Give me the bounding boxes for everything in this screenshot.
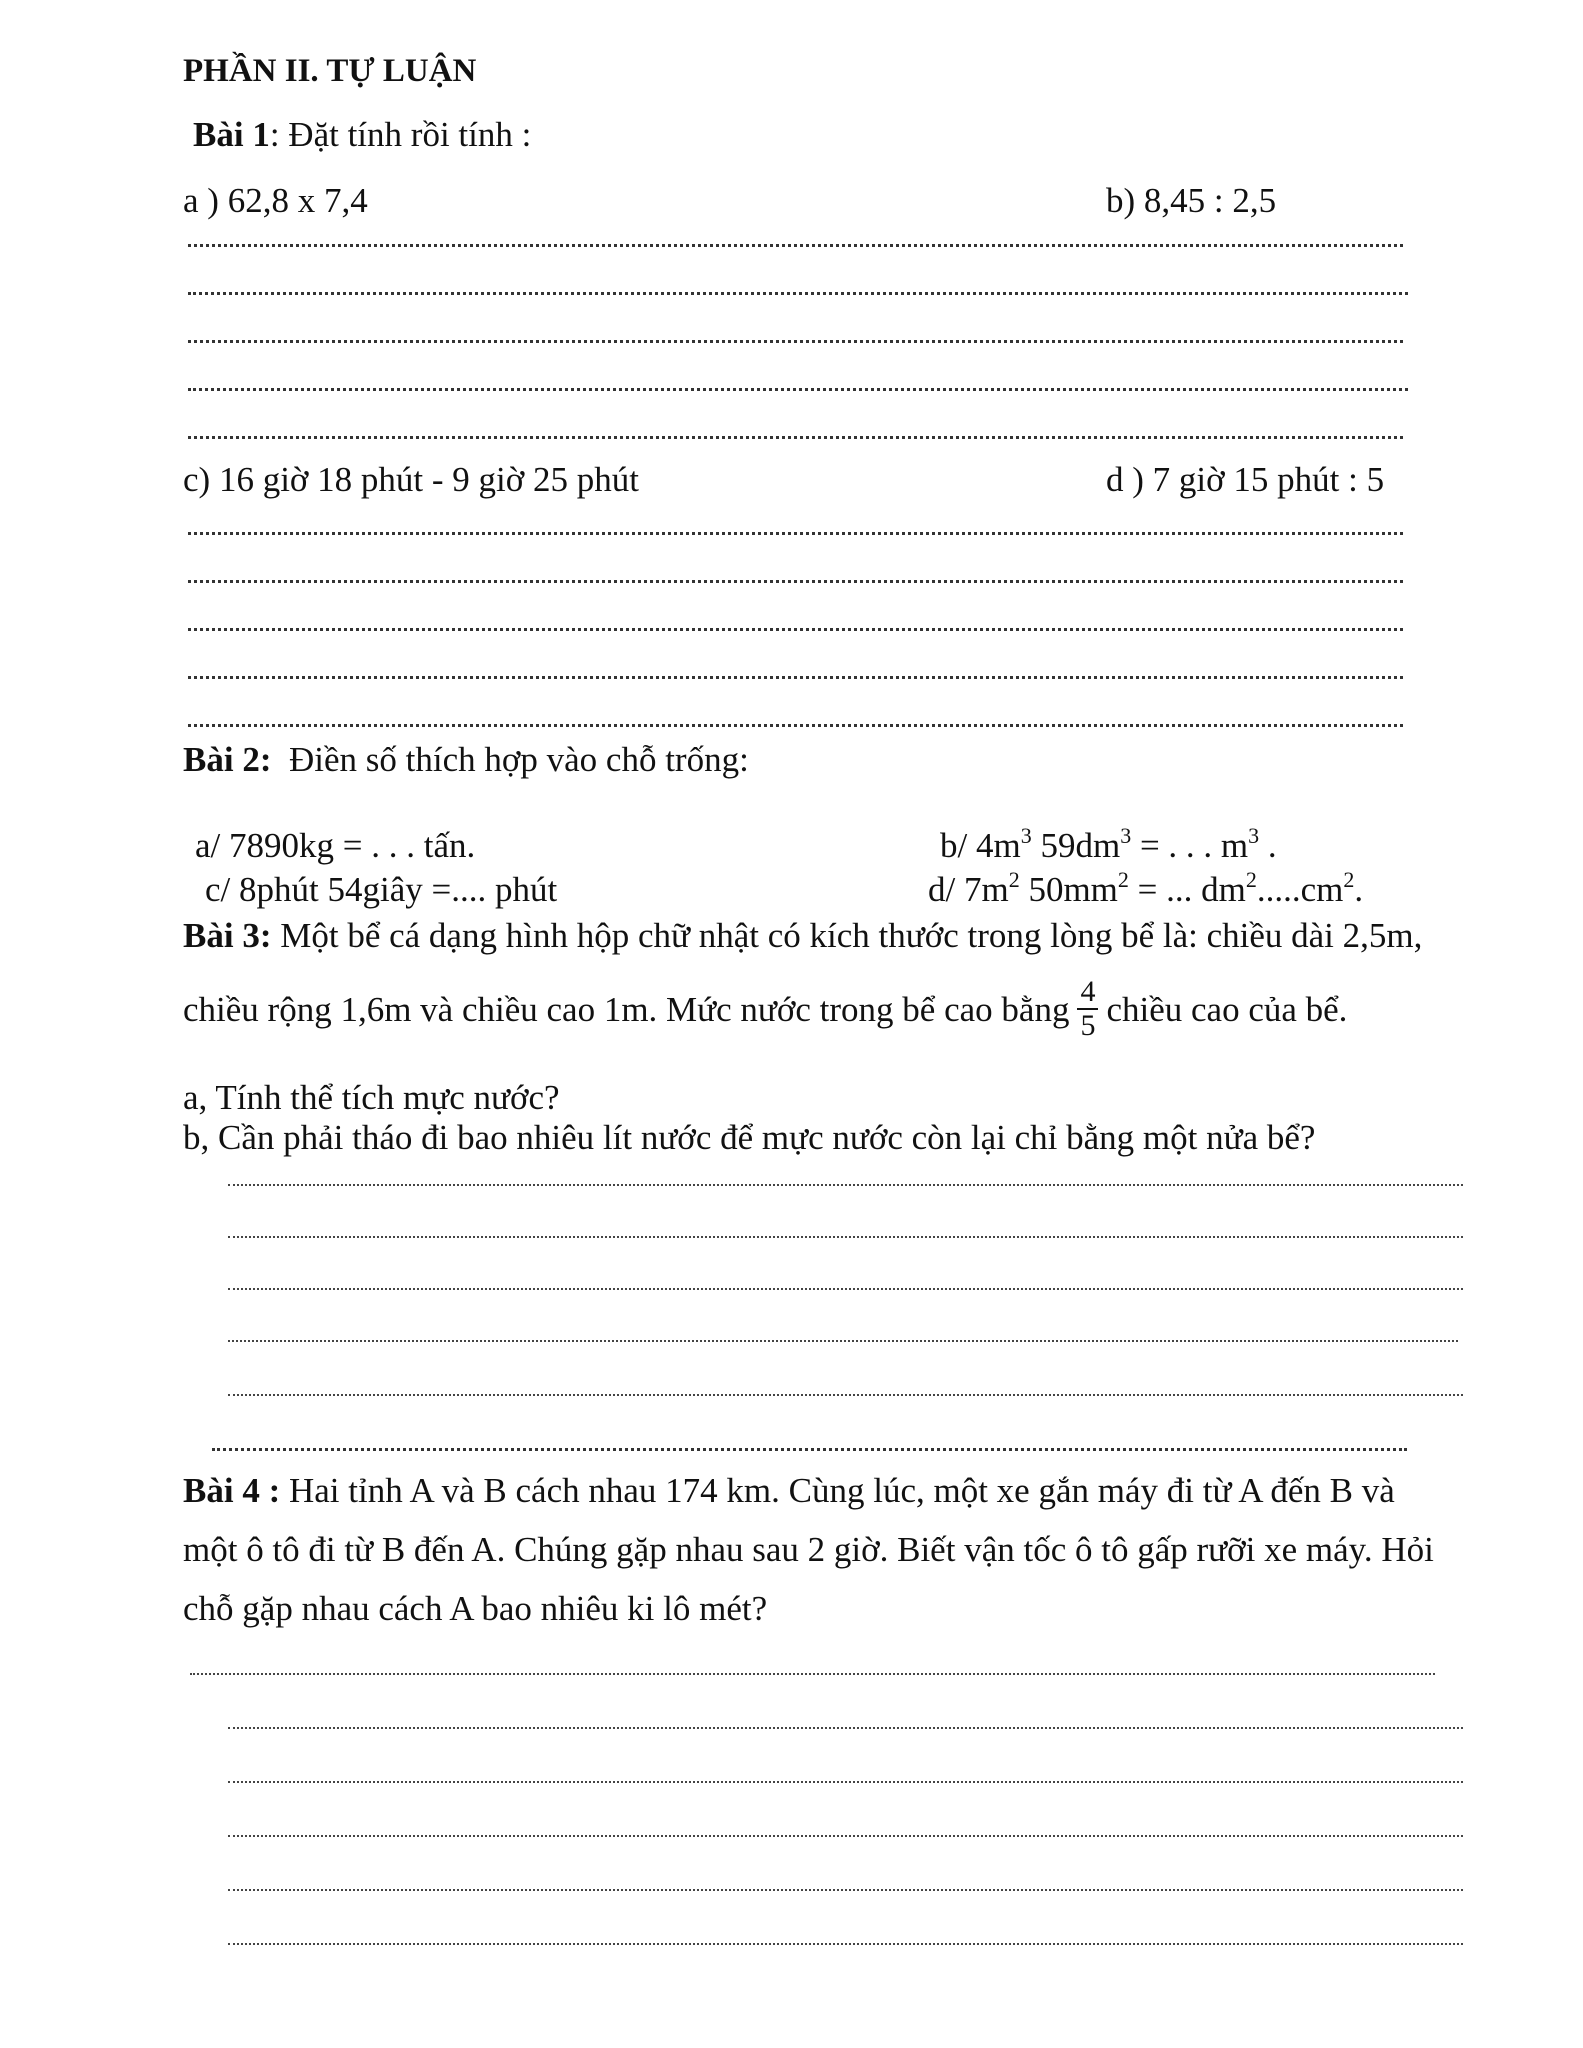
answer-line — [228, 1781, 1463, 1783]
bai1-item-b: b) 8,45 : 2,5 — [1106, 181, 1277, 220]
bai4-line2: một ô tô đi từ B đến A. Chúng gặp nhau sau 2 giờ. Biết vận tốc ô tô gấp rưỡi xe máy. Hỏi — [183, 1530, 1434, 1569]
answer-line — [188, 292, 1408, 295]
fraction: $\frac{4}{5}$ — [1077, 976, 1098, 1041]
answer-line — [212, 1448, 1407, 1451]
answer-line — [188, 340, 1403, 343]
bai1-prompt: : Đặt tính rồi tính : — [269, 115, 532, 154]
bai2-label: Bài 2: — [183, 740, 272, 779]
answer-line — [188, 532, 1403, 535]
bai3-line1: Bài 3: Một bể cá dạng hình hộp chữ nhật có kích thước trong lòng bể là: chiều dài 2,5m, — [183, 916, 1423, 955]
bai2-item-a: a/ 7890kg = . . . tấn. — [195, 826, 476, 865]
bai2-prompt: Điền số thích hợp vào chỗ trống: — [288, 740, 749, 779]
bai2-item-d: d/ $7m^2$ $50mm^2$ = ... $dm^2.....cm^2$. — [928, 867, 1364, 909]
bai2-item-c: c/ 8phút 54giây =.... phút — [205, 870, 558, 909]
bai2-heading — [183, 742, 749, 777]
answer-line — [228, 1184, 1463, 1186]
bai1-item-a: a ) 62,8 x 7,4 — [183, 181, 368, 220]
bai3-question-b: b, Cần phải tháo đi bao nhiêu lít nước để mực nước còn lại chỉ bằng một nửa bể? — [183, 1118, 1316, 1157]
bai4-line1: Bài 4 : Hai tỉnh A và B cách nhau 174 km. Cùng lúc, một xe gắn máy đi từ A đến B và — [183, 1471, 1395, 1510]
answer-line — [188, 628, 1403, 631]
answer-line — [228, 1236, 1463, 1238]
bai4-line3: chỗ gặp nhau cách A bao nhiêu ki lô mét? — [183, 1589, 768, 1628]
answer-line — [188, 388, 1408, 391]
bai1-label: Bài 1 — [193, 115, 270, 154]
answer-line — [228, 1943, 1463, 1945]
section-title: PHẦN II. TỰ LUẬN — [183, 53, 477, 89]
bai4-label: Bài 4 : — [183, 1471, 281, 1510]
answer-line — [188, 676, 1403, 679]
answer-line — [190, 1673, 1435, 1675]
answer-line — [188, 436, 1403, 439]
answer-line — [188, 244, 1403, 247]
answer-line — [188, 580, 1403, 583]
bai3-line2: chiều rộng 1,6m và chiều cao 1m. Mức nước trong bể cao bằng $\frac{4}{5}$ chiều cao của bể. — [183, 975, 1348, 1042]
answer-line — [228, 1889, 1463, 1891]
bai1-item-d: d ) 7 giờ 15 phút : 5 — [1106, 460, 1385, 499]
bai3-label: Bài 3: — [183, 916, 272, 955]
answer-line — [228, 1727, 1463, 1729]
answer-line — [228, 1288, 1463, 1290]
bai3-question-a: a, Tính thể tích mực nước? — [183, 1078, 560, 1117]
answer-line — [228, 1394, 1463, 1396]
answer-line — [228, 1340, 1458, 1342]
bai1-heading — [193, 117, 531, 152]
answer-line — [188, 724, 1403, 727]
bai2-item-b: b/ $4m^3$ $59dm^3$ = . . . $m^3$ . — [940, 823, 1277, 865]
bai1-item-c: c) 16 giờ 18 phút - 9 giờ 25 phút — [183, 460, 640, 499]
answer-line — [228, 1835, 1463, 1837]
